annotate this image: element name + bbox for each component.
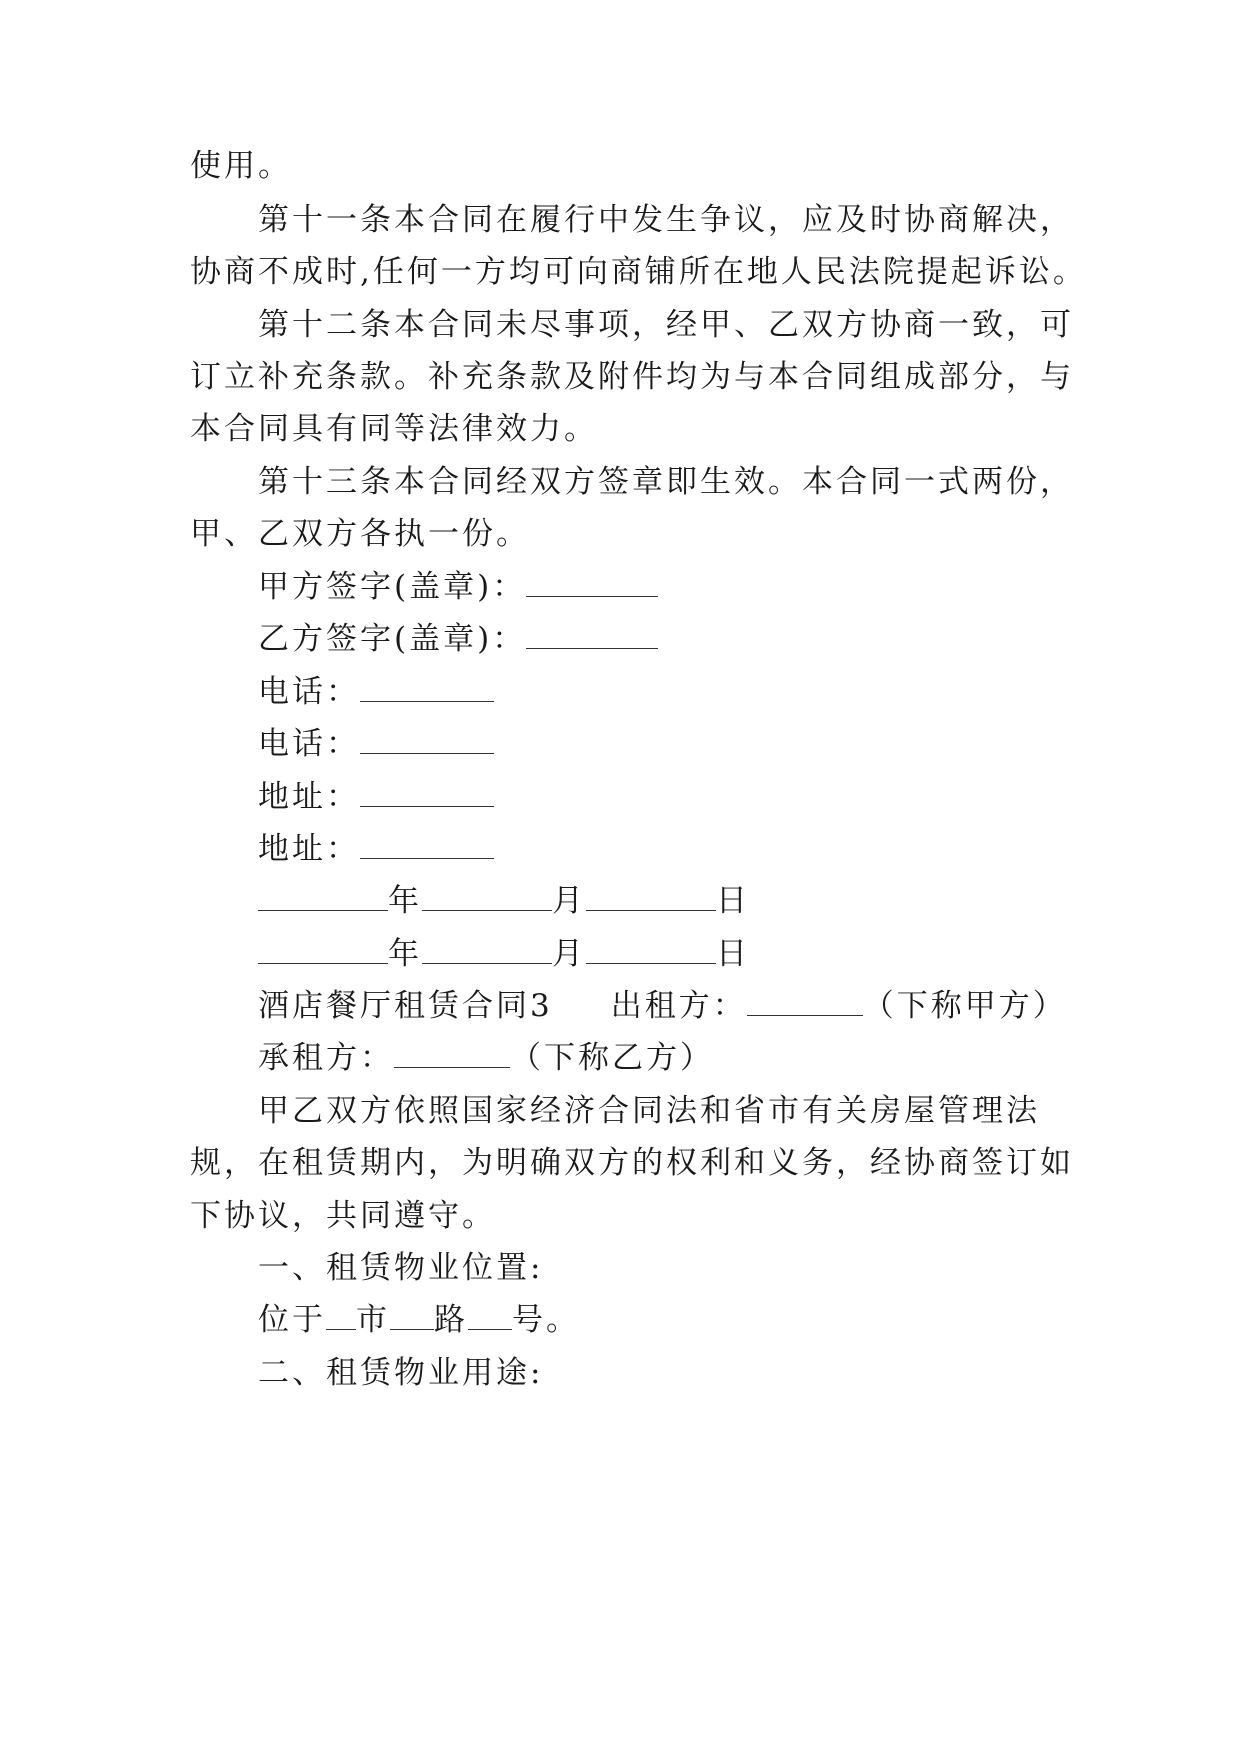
phone-field bbox=[258, 724, 494, 764]
phone-label: 电话： bbox=[258, 674, 360, 710]
month-blank[interactable] bbox=[422, 935, 552, 964]
address-field bbox=[258, 829, 494, 869]
paragraph-line: 第十二条本合同未尽事项，经甲、乙双方协商一致，可 bbox=[258, 307, 1074, 343]
road-label: 路 bbox=[434, 1302, 468, 1338]
lessor-blank[interactable] bbox=[747, 987, 863, 1016]
day-label: 日 bbox=[716, 936, 750, 972]
preamble-line: 甲乙双方依照国家经济合同法和省市有关房屋管理法 bbox=[258, 1093, 1040, 1129]
party-b-signature-label: 乙方签字(盖章)： bbox=[258, 621, 527, 657]
lessee-blank[interactable] bbox=[394, 1039, 510, 1068]
phone-field bbox=[258, 672, 494, 712]
road-blank[interactable] bbox=[390, 1301, 434, 1330]
address-field bbox=[258, 777, 494, 817]
party-a-signature-blank[interactable] bbox=[526, 568, 658, 597]
location-line bbox=[258, 1300, 580, 1340]
paragraph-line: 订立补充条款。补充条款及附件均为与本合同组成部分，与 bbox=[190, 359, 1074, 395]
address-label: 地址： bbox=[258, 831, 360, 867]
year-blank[interactable] bbox=[258, 935, 388, 964]
paragraph-line: 第十三条本合同经双方签章即生效。本合同一式两份， bbox=[258, 464, 1074, 500]
month-label: 月 bbox=[552, 883, 586, 919]
city-label: 市 bbox=[356, 1302, 390, 1338]
preamble-line: 下协议，共同遵守。 bbox=[190, 1198, 496, 1234]
party-b-signature bbox=[258, 619, 658, 659]
year-label: 年 bbox=[388, 936, 422, 972]
year-label: 年 bbox=[388, 883, 422, 919]
paragraph-line: 第十一条本合同在履行中发生争议，应及时协商解决， bbox=[258, 202, 1074, 238]
contract3-title: 酒店餐厅租赁合同3 bbox=[258, 988, 553, 1024]
paragraph-line: 本合同具有同等法律效力。 bbox=[190, 411, 598, 447]
address-blank[interactable] bbox=[360, 778, 494, 807]
paragraph-line: 协商不成时,任何一方均可向商铺所在地人民法院提起诉讼。 bbox=[190, 254, 1087, 290]
lessor-suffix: （下称甲方） bbox=[862, 988, 1067, 1024]
phone-blank[interactable] bbox=[360, 725, 494, 754]
address-label: 地址： bbox=[258, 779, 360, 815]
month-label: 月 bbox=[552, 936, 586, 972]
phone-blank[interactable] bbox=[360, 673, 494, 702]
date-line bbox=[258, 881, 750, 921]
preamble-line: 规，在租赁期内，为明确双方的权利和义务，经协商签订如 bbox=[190, 1145, 1074, 1181]
lessee-suffix: （下称乙方） bbox=[510, 1040, 714, 1076]
party-a-signature bbox=[258, 567, 658, 607]
day-label: 日 bbox=[716, 883, 750, 919]
lessor-label: 出租方： bbox=[610, 988, 747, 1024]
day-blank[interactable] bbox=[586, 882, 716, 911]
paragraph-line: 使用。 bbox=[190, 148, 292, 184]
contract3-header bbox=[258, 986, 1067, 1026]
paragraph-line: 甲、乙双方各执一份。 bbox=[190, 516, 530, 552]
number-label: 号。 bbox=[512, 1302, 580, 1338]
phone-label: 电话： bbox=[258, 726, 360, 762]
section-title: 二、租赁物业用途: bbox=[258, 1355, 544, 1391]
number-blank[interactable] bbox=[468, 1301, 512, 1330]
location-prefix: 位于 bbox=[258, 1302, 326, 1338]
lessee-line bbox=[258, 1038, 714, 1078]
date-line bbox=[258, 934, 750, 974]
section-title: 一、租赁物业位置: bbox=[258, 1250, 544, 1286]
year-blank[interactable] bbox=[258, 882, 388, 911]
lessee-label: 承租方： bbox=[258, 1040, 394, 1076]
city-blank[interactable] bbox=[326, 1301, 356, 1330]
address-blank[interactable] bbox=[360, 830, 494, 859]
day-blank[interactable] bbox=[586, 935, 716, 964]
party-a-signature-label: 甲方签字(盖章)： bbox=[258, 569, 527, 605]
party-b-signature-blank[interactable] bbox=[526, 620, 658, 649]
month-blank[interactable] bbox=[422, 882, 552, 911]
